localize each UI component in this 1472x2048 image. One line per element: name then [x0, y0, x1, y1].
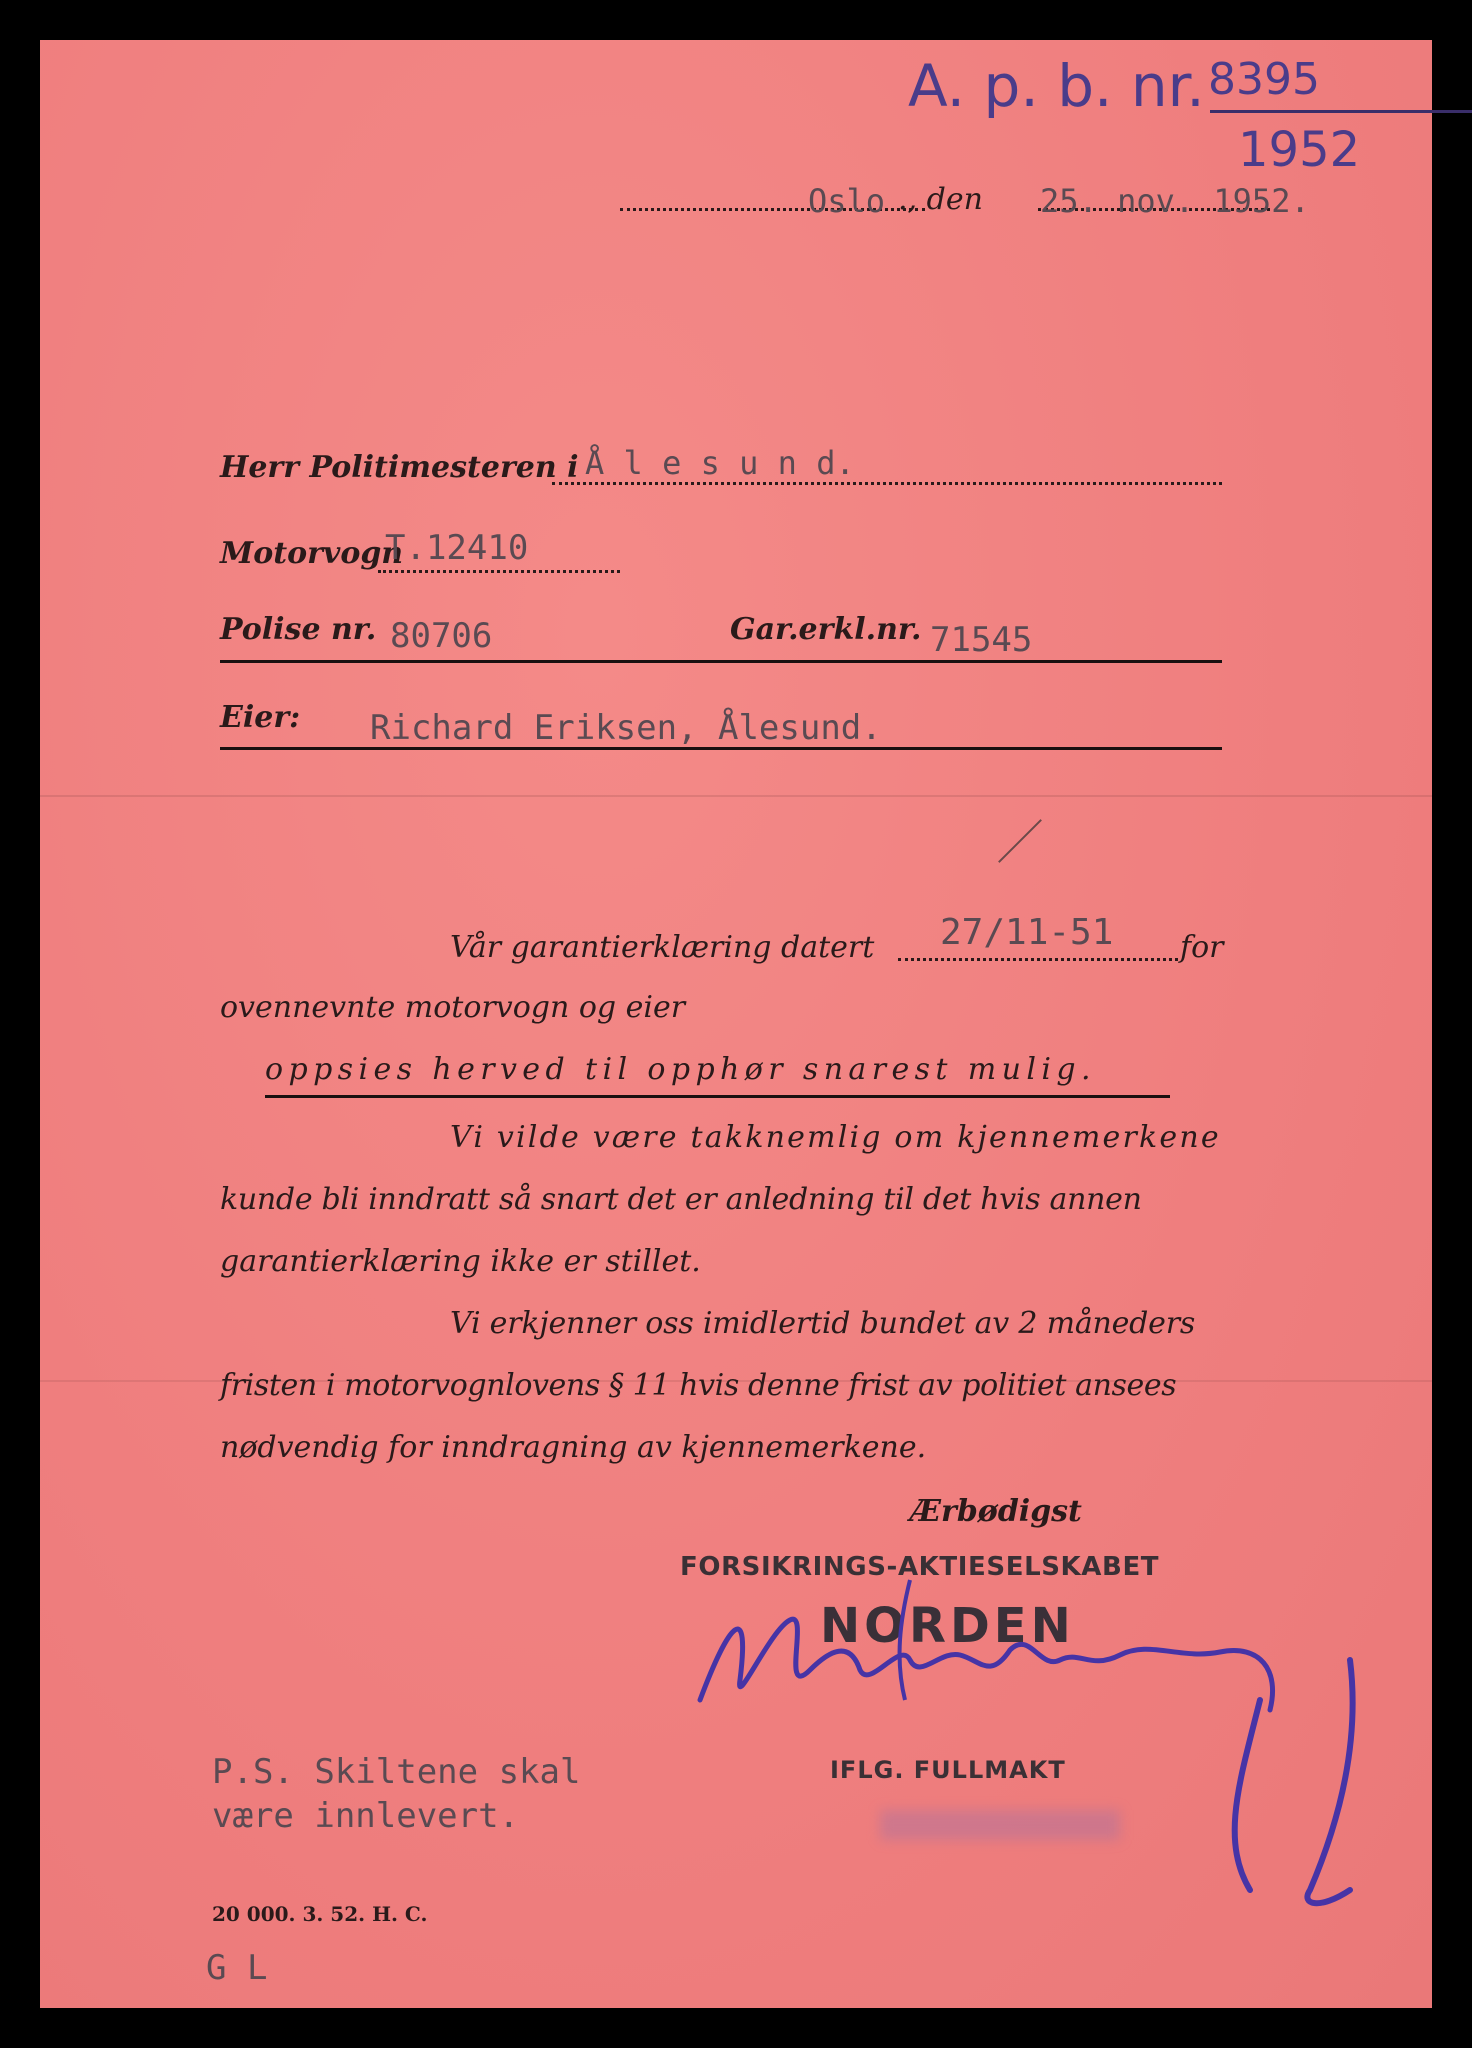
para2-line1: Vi vilde være takknemlig om kjennemerkene — [450, 1120, 1221, 1155]
para2-line2: kunde bli inndratt så snart det er anledning til det hvis annen — [220, 1182, 1142, 1217]
body-date: 27/11-51 — [940, 912, 1114, 953]
apb-prefix: A. p. b. nr. — [908, 52, 1205, 120]
ink-smudge — [880, 1810, 1120, 1840]
body-line1-pre: Vår garantierklæring datert — [450, 930, 875, 965]
vehicle-dots — [378, 570, 620, 573]
para3-line1: Vi erkjenner oss imidlertid bundet av 2 måneders — [450, 1306, 1196, 1341]
body-line1-post: for — [1180, 930, 1224, 965]
guarantee-value: 71545 — [930, 620, 1033, 660]
print-code: 20 000. 3. 52. H. C. — [212, 1902, 428, 1926]
salutation: Ærbødigst — [910, 1494, 1082, 1529]
apb-underline — [1210, 110, 1472, 113]
ps-line2: være innlevert. — [212, 1796, 520, 1836]
owner-label: Eier: — [220, 700, 301, 735]
vehicle-label: Motorvogn — [220, 536, 404, 571]
date-separator: ., den — [898, 182, 983, 217]
owner-value: Richard Eriksen, Ålesund. — [370, 708, 882, 748]
ps-line1: P.S. Skiltene skal — [212, 1752, 581, 1792]
owner-rule — [220, 747, 1222, 750]
policy-value: 80706 — [390, 616, 493, 656]
company-stamp: FORSIKRINGS-AKTIESELSKABET — [680, 1552, 1160, 1582]
body-line3: oppsies herved til opphør snarest mulig. — [265, 1052, 1096, 1087]
para2-line3: garantierklæring ikke er stillet. — [220, 1244, 701, 1279]
date: 25. nov. 1952. — [1040, 182, 1310, 220]
signature — [660, 1560, 1360, 1920]
company-name-stamp: NORDEN — [820, 1598, 1075, 1654]
pencil-mark — [998, 819, 1042, 863]
policy-rule — [220, 660, 1222, 663]
apb-year: 1952 — [1238, 122, 1361, 178]
body-line3-rule — [265, 1095, 1170, 1098]
guarantee-label: Gar.erkl.nr. — [730, 612, 922, 647]
letter-page — [40, 40, 1432, 2008]
recipient-label: Herr Politimesteren i — [220, 450, 579, 485]
typist-initials: G L — [206, 1948, 268, 1988]
recipient-value: Å l e s u n d. — [585, 444, 855, 482]
recipient-dots — [552, 482, 1222, 485]
place: Oslo — [808, 182, 886, 220]
vehicle-value: T.12410 — [385, 528, 529, 568]
para3-line3: nødvendig for inndragning av kjennemerkene. — [220, 1430, 927, 1465]
apb-number: 8395 — [1208, 54, 1320, 105]
body-line2: ovennevnte motorvogn og eier — [220, 990, 686, 1025]
fold-line — [40, 795, 1432, 797]
body-date-dots — [898, 958, 1178, 961]
para3-line2: fristen i motorvognlovens § 11 hvis denne frist av politiet ansees — [220, 1368, 1177, 1403]
policy-label: Polise nr. — [220, 612, 377, 647]
authority-stamp: IFLG. FULLMAKT — [830, 1756, 1066, 1784]
